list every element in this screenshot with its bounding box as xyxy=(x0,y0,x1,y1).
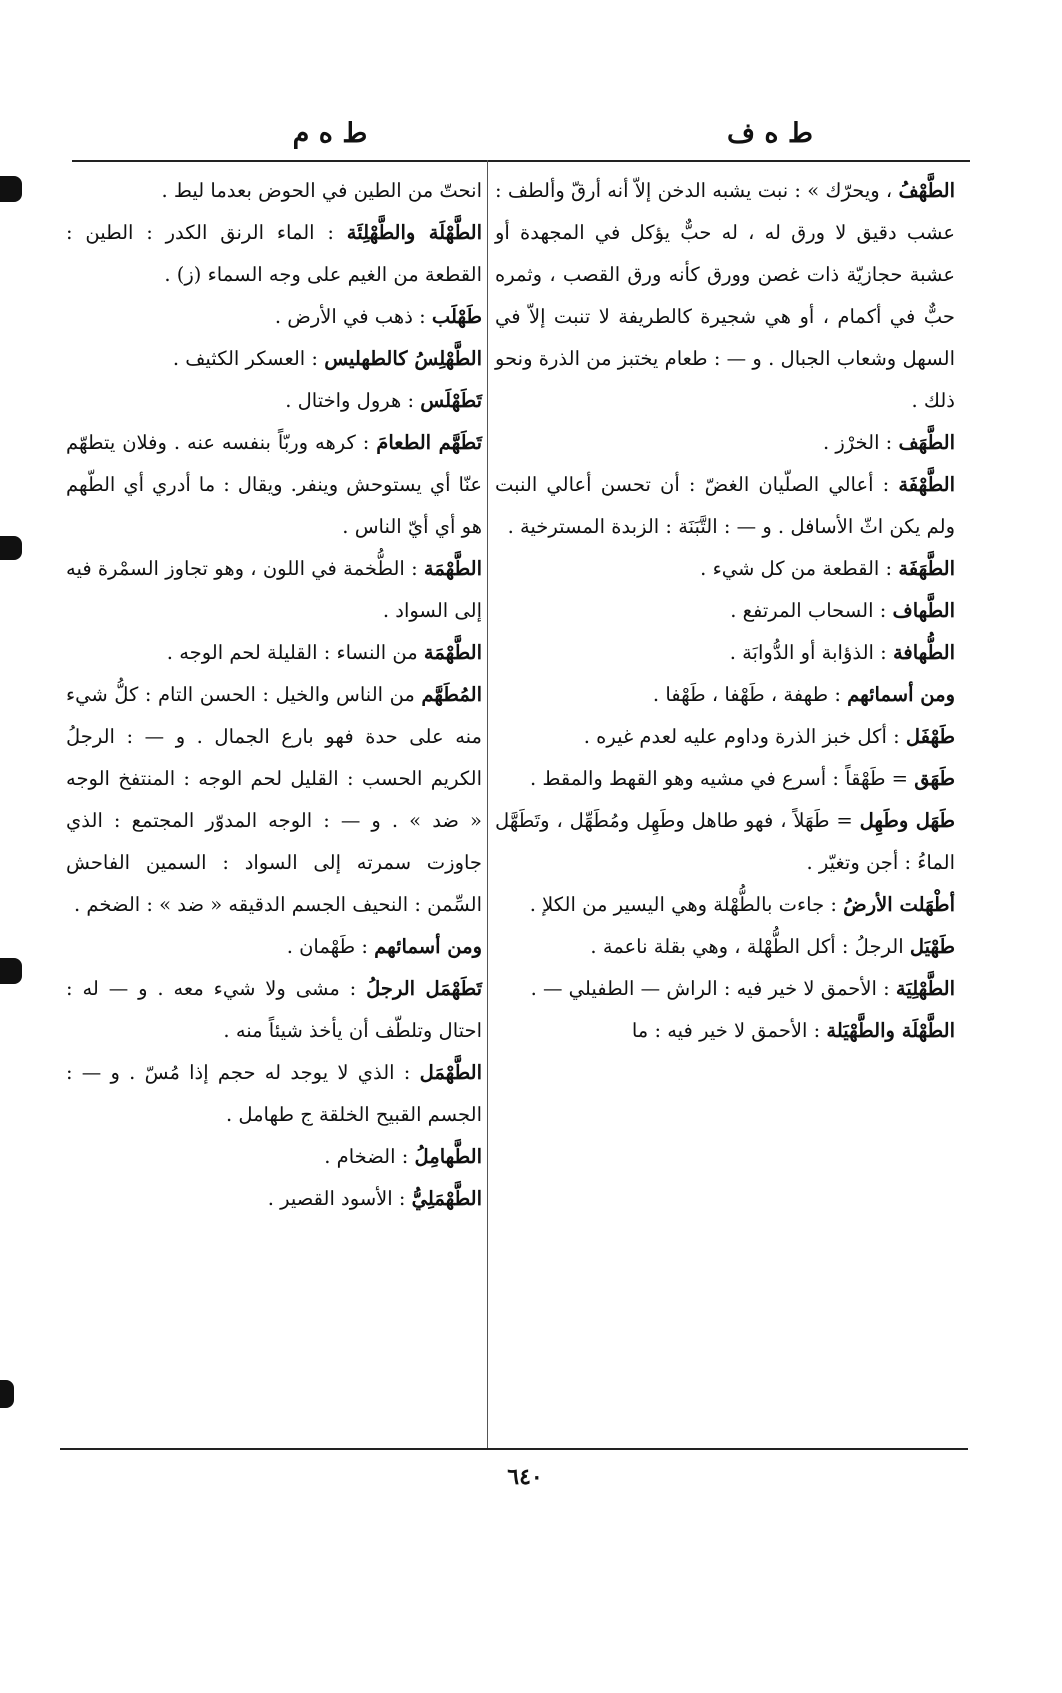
entry-definition: من الناس والخيل : الحسن التام : كلُّ شيء منه على حدة فهو بارع الجمال . و — : الرجلُ الكريم الحسب : القليل لحم الوجه : المنتفخ الوجه « ضد » . و — : الوجه المدوّر المجتمع : الذي جاوزت سمرته إلى السواد : السمين الفاحش السِّمن : النحيف الجسم الدقيقه « ضد » : الضخم . xyxy=(66,683,482,916)
dictionary-entry xyxy=(66,1052,482,1136)
entry-headword: الطَّهْلِسُ كالطهليس xyxy=(324,347,482,370)
entry-definition: : أكل خبز الذرة وداوم عليه لعدم غيره . xyxy=(583,725,900,748)
entry-definition: : مشى ولا شيء معه . و — له : احتال وتلطّف أن يأخذ شيئاً منه . xyxy=(66,977,482,1042)
dictionary-entry xyxy=(66,338,482,380)
dictionary-entry xyxy=(495,464,955,548)
dictionary-entry xyxy=(66,1136,482,1178)
entry-definition: : الذؤابة أو الدُّوابَة . xyxy=(729,641,887,664)
dictionary-entry xyxy=(495,674,955,716)
dictionary-entry xyxy=(495,548,955,590)
dictionary-entry xyxy=(66,674,482,926)
entry-definition: : الأحمق لا خير فيه : ما xyxy=(631,1019,821,1042)
entry-headword: طَهْفَل xyxy=(905,725,955,748)
entry-headword: الطَّهاف xyxy=(892,599,955,622)
entry-definition: : جاءت بالطُّهْلة وهي اليسير من الكلإ . xyxy=(529,893,837,916)
scan-edge-mark xyxy=(0,1380,14,1408)
entry-headword: المُطَهَّم xyxy=(421,683,483,706)
dictionary-entry xyxy=(66,170,482,212)
entry-headword: الطَّهْمَة xyxy=(423,641,482,664)
entry-definition: : الطُّخمة في اللون ، وهو تجاوز السمْرة فيه إلى السواد . xyxy=(66,557,482,622)
entry-definition: الرجلُ : أكل الطُّهْلة ، وهي بقلة ناعمة . xyxy=(590,935,904,958)
dictionary-entry xyxy=(495,422,955,464)
column-divider xyxy=(487,160,488,1448)
entry-definition: : الماء الرنق الكدر : الطين : القطعة من الغيم على وجه السماء (ز) . xyxy=(66,221,482,286)
dictionary-entry xyxy=(495,716,955,758)
entry-definition: : هرول واختال . xyxy=(285,389,415,412)
header-rule xyxy=(72,160,970,162)
scan-edge-mark xyxy=(0,176,22,202)
entry-headword: تَطَهْمَل الرجلُ xyxy=(366,977,483,1000)
dictionary-entry xyxy=(66,1178,482,1220)
entry-definition: : أعالي الصلّيان الغضّ : أن تحسن أعالي النبت ولم يكن اثّ الأسافل . و — : التَّبَنَة : الزبدة المسترخية . xyxy=(495,473,955,538)
entry-headword: الطَّهْفَة xyxy=(898,473,956,496)
page-number: ٦٤٠ xyxy=(507,1464,543,1490)
entry-headword: طَهْلَب xyxy=(431,305,482,328)
entry-headword: الطُّهافة xyxy=(892,641,955,664)
dictionary-entry xyxy=(66,296,482,338)
entry-definition: : طهفة ، طَهْفا ، طَهْفا . xyxy=(652,683,841,706)
dictionary-entry xyxy=(495,884,955,926)
entry-headword: الطَّهْلَة والطَّهْلِئَة xyxy=(346,221,482,244)
entry-headword: الطَّهَف xyxy=(898,431,955,454)
entry-definition: = طَهَلاً ، فهو طاهل وطَهِل ومُطَهِّل ، وتَطَهَّل الماءُ : أجن وتغيّر . xyxy=(495,809,955,874)
dictionary-entry xyxy=(66,422,482,548)
dictionary-entry xyxy=(66,380,482,422)
dictionary-entry xyxy=(495,758,955,800)
entry-headword: ومن أسمائهم xyxy=(847,683,955,706)
entry-definition: : القطعة من كل شيء . xyxy=(700,557,893,580)
right-column xyxy=(495,170,955,1052)
entry-definition: : كرهه وربّاً بنفسه عنه . وفلان يتطهّم عنّا أي يستوحش وينفر. ويقال : ما أدري أي الطّهم هو أي أيّ الناس . xyxy=(66,431,482,538)
entry-headword: ومن أسمائهم xyxy=(374,935,482,958)
entry-headword: الطَّهْلِيَة xyxy=(895,977,955,1000)
dictionary-entry xyxy=(66,212,482,296)
entry-headword: طَهَق xyxy=(914,767,955,790)
entry-definition: ، ويحرّك » : نبت يشبه الدخن إلاّ أنه أرقّ وألطف : عشب دقيق لا ورق له ، له حبٌّ يؤكل في المجهدة أو عشبة حجازيّة ذات غصن وورق كأنه ورق القصب ، وثمره حبٌّ في أكمام ، أو هي شجيرة كالطريفة لا تنبت إلاّ في السهل وشعاب الجبال . و — : طعام يختبز من الذرة ونحو ذلك . xyxy=(495,179,955,412)
entry-definition: : الأسود القصير . xyxy=(267,1187,406,1210)
entry-headword: أطْهَلت الأرضُ xyxy=(843,893,955,916)
scan-edge-mark xyxy=(0,536,22,560)
entry-definition: انحتّ من الطين في الحوض بعدما ليط . xyxy=(161,179,482,202)
entry-definition: من النساء : القليلة لحم الوجه . xyxy=(166,641,418,664)
entry-definition: : الضخام . xyxy=(324,1145,409,1168)
entry-definition: : السحاب المرتفع . xyxy=(730,599,887,622)
dictionary-entry xyxy=(495,926,955,968)
running-header-right: ط ه ف xyxy=(727,118,813,149)
entry-headword: الطَّهَفَة xyxy=(898,557,955,580)
entry-headword: الطَّهْفُ xyxy=(898,179,955,202)
entry-headword: الطَّهْمَلِيُّ xyxy=(411,1187,482,1210)
dictionary-entry xyxy=(495,800,955,884)
footer-rule xyxy=(60,1448,968,1450)
dictionary-entry xyxy=(495,590,955,632)
entry-headword: الطَّهْلَة والطَّهْيَلة xyxy=(826,1019,955,1042)
entry-headword: طَهْيَل xyxy=(909,935,955,958)
dictionary-entry xyxy=(495,170,955,422)
dictionary-entry xyxy=(66,926,482,968)
dictionary-entry xyxy=(66,632,482,674)
dictionary-entry xyxy=(495,1010,955,1052)
entry-headword: طَهَل وطَهِل xyxy=(859,809,955,832)
entry-headword: الطَّهْمَة xyxy=(423,557,482,580)
left-column xyxy=(66,170,482,1220)
dictionary-entry xyxy=(495,632,955,674)
entry-definition: : الأحمق لا خير فيه : الراش — الطفيلي — . xyxy=(530,977,890,1000)
entry-definition: = طَهْقاً : أسرع في مشيه وهو القهط والمقط . xyxy=(529,767,909,790)
entry-headword: تَطَهَّم الطعامَ xyxy=(376,431,482,454)
entry-headword: الطَّهامِلُ xyxy=(414,1145,482,1168)
scan-edge-mark xyxy=(0,958,22,984)
dictionary-entry xyxy=(495,968,955,1010)
entry-definition: : طَهْمان . xyxy=(286,935,368,958)
entry-definition: : الذي لا يوجد له حجم إذا مُسّ . و — : الجسم القبيح الخلقة ج طهامل . xyxy=(66,1061,482,1126)
running-header-left: ط ه م xyxy=(292,118,368,149)
entry-headword: تَطَهْلَس xyxy=(420,389,482,412)
entry-definition: : ذهب في الأرض . xyxy=(274,305,426,328)
entry-headword: الطَّهْمَل xyxy=(419,1061,482,1084)
entry-definition: : العسكر الكثيف . xyxy=(172,347,318,370)
entry-definition: : الخرْز . xyxy=(822,431,893,454)
dictionary-entry xyxy=(66,548,482,632)
dictionary-entry xyxy=(66,968,482,1052)
